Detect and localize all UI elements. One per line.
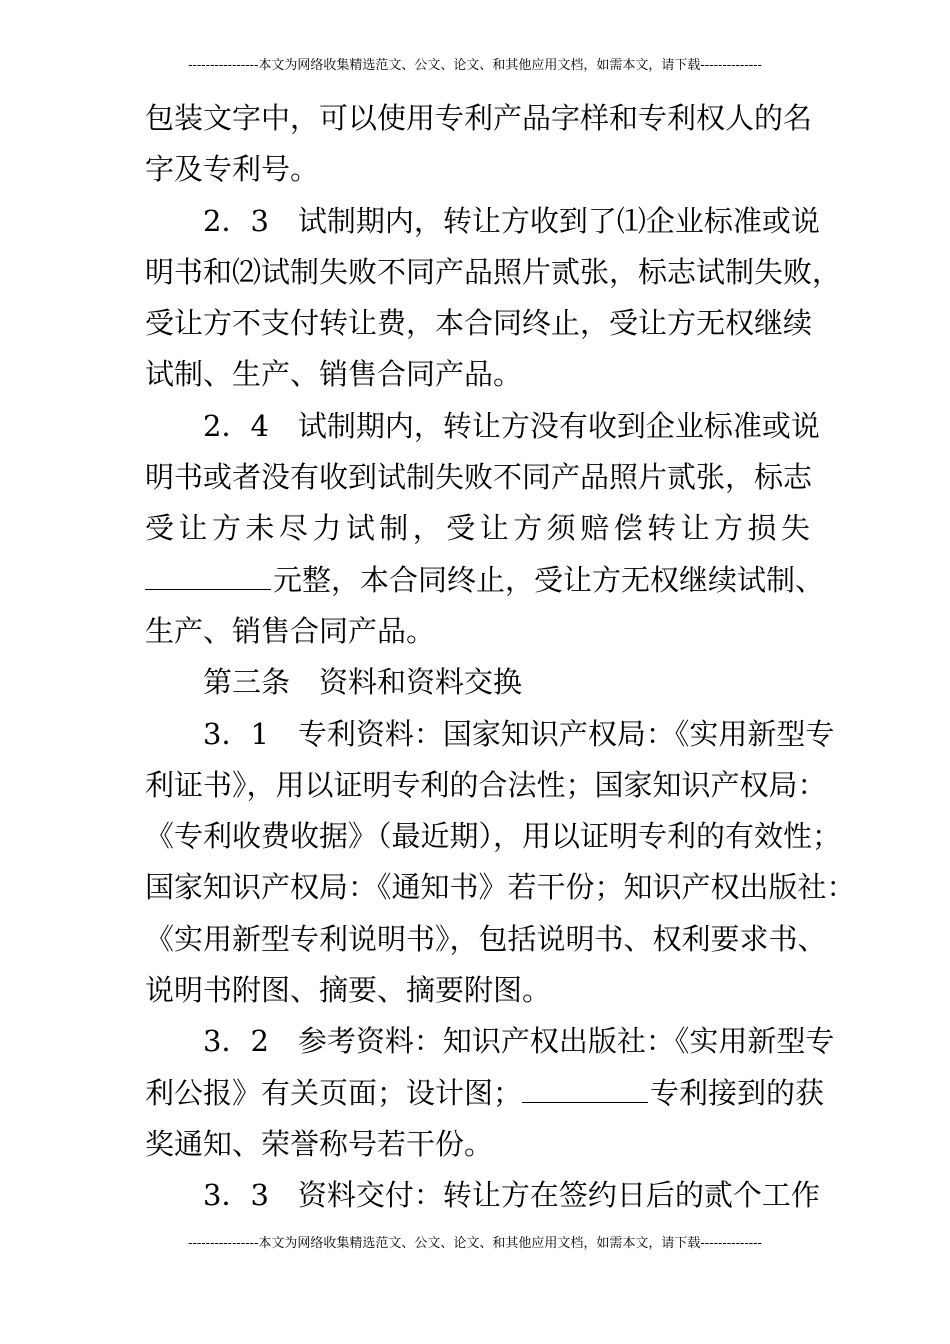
clause-3-1: 3．1 专利资料：国家知识产权局：《实用新型专 — [203, 716, 835, 751]
text-line: 明书或者没有收到试制失败不同产品照片贰张，标志 — [145, 460, 813, 495]
document-body — [145, 93, 856, 1222]
text-line: 包装文字中，可以使用专利产品字样和专利权人的名 — [145, 101, 813, 135]
fill-in-blank — [145, 559, 271, 590]
clause-3-3: 3．3 资料交付：转让方在签约日后的贰个工作 — [203, 1178, 820, 1213]
text-line: 明书和⑵试制失败不同产品照片贰张，标志试制失败， — [145, 254, 842, 289]
header-notice: ----------------本文为网络收集精选范文、公文、论文、和其他应用文档，如需本文，请下载-------------- — [188, 58, 762, 73]
text-line-with-blank — [145, 555, 825, 606]
text-segment: 专利接到的获 — [650, 1075, 825, 1110]
footer-notice: ----------------本文为网络收集精选范文、公文、论文、和其他应用文档，如需本文，请下载-------------- — [188, 1236, 762, 1251]
clause-2-3: 2．3 试制期内，转让方收到了⑴企业标准或说 — [203, 203, 820, 238]
text-line: 《实用新型专利说明书》，包括说明书、权利要求书、 — [145, 921, 827, 956]
text-line: 利证书》，用以证明专利的合法性；国家知识产权局： — [145, 767, 827, 802]
clause-3-2: 3．2 参考资料：知识产权出版社：《实用新型专 — [203, 1024, 835, 1059]
clause-2-4: 2．4 试制期内，转让方没有收到企业标准或说 — [203, 408, 820, 443]
text-line: 生产、销售合同产品。 — [145, 613, 436, 648]
text-line: 《专利收费收据》（最近期），用以证明专利的有效性； — [145, 819, 842, 854]
text-line: 受让方不支付转让费，本合同终止，受让方无权继续 — [145, 306, 813, 341]
text-line: 奖通知、荣誉称号若干份。 — [145, 1126, 494, 1161]
text-line: 字及专利号。 — [145, 152, 320, 187]
text-segment: 利公报》有关页面；设计图； — [145, 1075, 523, 1110]
text-line: 试制、生产、销售合同产品。 — [145, 357, 523, 392]
article-3-heading: 第三条 资料和资料交换 — [203, 665, 523, 700]
text-line: 说明书附图、摘要、摘要附图。 — [145, 973, 552, 1008]
text-segment: 元整，本合同终止，受让方无权继续试制、 — [273, 562, 825, 597]
text-line: 受让方未尽力试制，受让方须赔偿转让方损失 — [145, 511, 810, 546]
text-line: 国家知识产权局：《通知书》若干份；知识产权出版社： — [145, 870, 856, 905]
fill-in-blank — [522, 1072, 648, 1103]
text-line-with-blank — [145, 1068, 825, 1119]
